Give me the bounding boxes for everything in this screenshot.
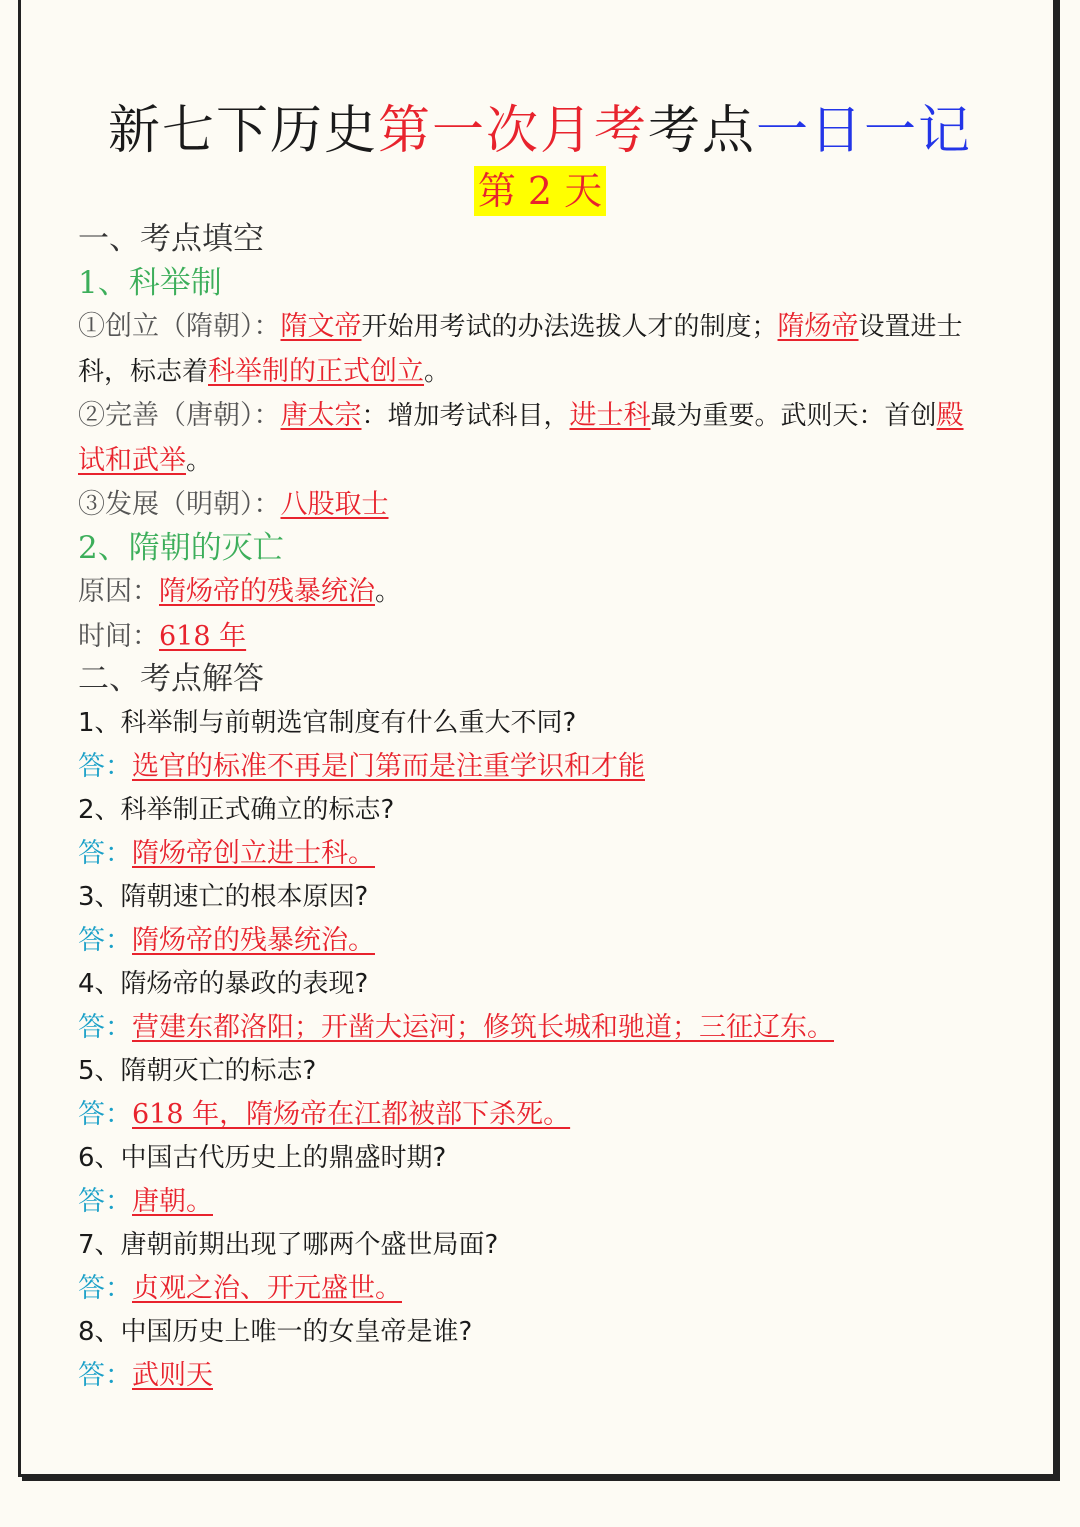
answer-blank: 618 年 xyxy=(159,620,247,652)
section-1-heading: 一、考点填空 xyxy=(78,221,264,257)
static-text: 。 xyxy=(375,577,402,607)
answer-prefix: 答： xyxy=(78,751,132,782)
label-founding: ①创立（隋朝）： xyxy=(78,311,281,342)
answer-prefix: 答： xyxy=(78,925,132,956)
title-part-4: 一日一记 xyxy=(756,101,973,161)
static-text: 设置进士 xyxy=(858,312,963,342)
answer-blank: 殿 xyxy=(936,400,964,431)
question-3: 3、隋朝速亡的根本原因? xyxy=(78,881,369,912)
fill-line-5 xyxy=(78,483,1018,527)
question-2: 2、科举制正式确立的标志? xyxy=(78,794,395,825)
time-label: 时间： xyxy=(78,620,159,652)
answer-prefix: 答： xyxy=(78,1012,132,1043)
answer-text: 武则天 xyxy=(132,1360,213,1391)
static-text: ：增加考试科目， xyxy=(361,401,570,431)
label-perfecting: ②完善（唐朝）： xyxy=(78,400,281,431)
answer-line-6 xyxy=(78,1180,1018,1224)
section-2-heading: 二、考点解答 xyxy=(78,661,264,697)
reason-label: 原因： xyxy=(78,576,159,607)
title-part-1: 新七下历史 xyxy=(107,101,378,161)
static-text: 。 xyxy=(424,356,451,387)
answer-blank: 唐太宗 xyxy=(280,400,362,431)
answer-text: 选官的标准不再是门第而是注重学识和才能 xyxy=(132,751,645,782)
answer-line-7 xyxy=(78,1267,1018,1311)
static-text: 科，标志着 xyxy=(78,356,209,387)
day-badge-wrap xyxy=(0,166,1080,216)
qa-list xyxy=(78,702,1018,1398)
content xyxy=(78,218,1018,1398)
answer-line-5 xyxy=(78,1093,1018,1137)
title-part-3: 考点 xyxy=(648,101,757,161)
day-badge: 第 2 天 xyxy=(474,166,606,216)
answer-blank: 进士科 xyxy=(569,400,651,431)
answer-blank: 隋文帝 xyxy=(280,311,362,342)
answer-line-1 xyxy=(78,745,1018,789)
fill-line-4 xyxy=(78,439,1018,484)
answer-blank: 八股取士 xyxy=(280,489,389,520)
answer-text: 唐朝。 xyxy=(132,1186,213,1217)
answer-text: 营建东都洛阳；开凿大运河；修筑长城和驰道；三征辽东。 xyxy=(132,1012,834,1043)
answer-line-4 xyxy=(78,1006,1018,1050)
answer-text: 贞观之治、开元盛世。 xyxy=(132,1273,402,1304)
answer-blank: 试和武举 xyxy=(78,444,186,476)
item-1-heading: 1、科举制 xyxy=(78,264,222,301)
answer-prefix: 答： xyxy=(78,838,132,869)
answer-line-8 xyxy=(78,1354,1018,1398)
answer-prefix: 答： xyxy=(78,1186,132,1217)
question-5: 5、隋朝灭亡的标志? xyxy=(78,1055,317,1086)
answer-blank: 隋炀帝的残暴统治 xyxy=(159,576,375,607)
answer-text: 隋炀帝创立进士科。 xyxy=(132,838,375,869)
answer-prefix: 答： xyxy=(78,1099,132,1130)
question-6: 6、中国古代历史上的鼎盛时期? xyxy=(78,1142,447,1173)
answer-blank: 科举制的正式创立 xyxy=(208,355,425,387)
reason-line xyxy=(78,570,1018,615)
item-2-heading: 2、隋朝的灭亡 xyxy=(78,529,284,566)
answer-prefix: 答： xyxy=(78,1360,132,1391)
answer-text: 618 年，隋炀帝在江都被部下杀死。 xyxy=(132,1099,571,1130)
static-text: 最为重要。武则天：首创 xyxy=(650,401,937,431)
time-line xyxy=(78,615,1018,659)
fill-line-3 xyxy=(78,394,1018,439)
question-4: 4、隋炀帝的暴政的表现? xyxy=(78,968,369,999)
answer-line-3 xyxy=(78,919,1018,963)
static-text: 开始用考试的办法选拔人才的制度； xyxy=(361,312,778,342)
fill-line-1 xyxy=(78,305,1018,350)
static-text: 。 xyxy=(186,445,213,476)
fill-line-2 xyxy=(78,350,1018,395)
answer-line-2 xyxy=(78,832,1018,876)
question-1: 1、科举制与前朝选官制度有什么重大不同? xyxy=(78,707,577,738)
question-7: 7、唐朝前期出现了哪两个盛世局面? xyxy=(78,1229,499,1260)
title-part-2: 第一次月考 xyxy=(377,101,648,161)
page-title xyxy=(0,88,1080,163)
answer-text: 隋炀帝的残暴统治。 xyxy=(132,925,375,956)
answer-blank: 隋炀帝 xyxy=(777,311,859,342)
question-8: 8、中国历史上唯一的女皇帝是谁? xyxy=(78,1316,473,1347)
answer-prefix: 答： xyxy=(78,1273,132,1304)
label-development: ③发展（明朝）： xyxy=(78,489,281,520)
